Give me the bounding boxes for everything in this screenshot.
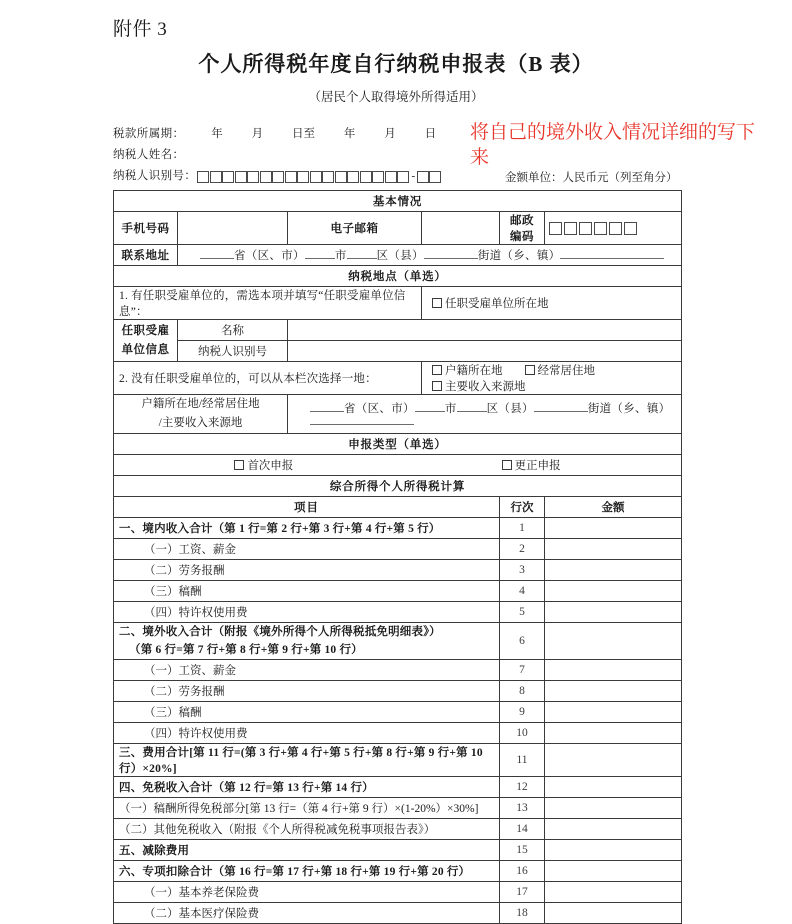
row-address — [114, 245, 682, 266]
row-amount-value[interactable] — [545, 681, 682, 702]
location-option1-note: 1. 有任职受雇单位的，需选本项并填写“任职受雇单位信息”： — [114, 287, 422, 320]
addr-city-label: 市 — [334, 250, 347, 262]
phone-label: 手机号码 — [114, 212, 178, 245]
row-item-label: （四）特许权使用费 — [114, 602, 500, 623]
employer-info-label-line1: 任职受雇 — [121, 324, 170, 337]
address-input-line[interactable] — [178, 245, 682, 266]
id-dash: - — [411, 170, 416, 182]
id-box[interactable] — [360, 171, 372, 183]
row-item-label: （一）稿酬所得免税部分[第 13 行=（第 4 行+第 9 行）×(1-20%）×30%] — [114, 798, 500, 819]
id-box[interactable] — [429, 171, 441, 183]
res-street-label: 街道（乡、镇） — [587, 403, 671, 415]
band-basic-info — [114, 191, 682, 212]
employer-id-label: 纳税人识别号 — [178, 341, 288, 362]
checkbox-location-option2-label: 经常居住地 — [537, 365, 595, 377]
id-box[interactable] — [372, 171, 384, 183]
row-line-number: 2 — [500, 539, 545, 560]
row-item-label-line1: 二、境外收入合计（附报《境外所得个人所得税抵免明细表》） — [119, 626, 441, 638]
postal-box[interactable] — [609, 222, 622, 235]
residence-address-line[interactable] — [288, 395, 682, 434]
table-row — [114, 819, 682, 840]
tax-period-label: 税款所属期： — [113, 128, 185, 140]
row-item-label-line2: （第 6 行=第 7 行+第 8 行+第 9 行+第 10 行） — [129, 644, 363, 656]
table-row — [114, 882, 682, 903]
row-amount-value[interactable] — [545, 903, 682, 924]
row-item-label: 五、减除费用 — [114, 840, 500, 861]
table-row — [114, 723, 682, 744]
row-item-label: 三、费用合计[第 11 行=(第 3 行+第 4 行+第 5 行+第 8 行+第 9 行+第 10 行）×20%] — [114, 744, 500, 777]
band-tax-location — [114, 266, 682, 287]
id-box[interactable] — [417, 171, 429, 183]
postal-box[interactable] — [564, 222, 577, 235]
taxpayer-name-label: 纳税人姓名： — [113, 149, 185, 161]
id-box[interactable] — [322, 171, 334, 183]
res-city-label: 市 — [444, 403, 457, 415]
row-line-number: 3 — [500, 560, 545, 581]
row-line-number: 4 — [500, 581, 545, 602]
email-label: 电子邮箱 — [288, 212, 422, 245]
row-amount-value[interactable] — [545, 819, 682, 840]
id-box[interactable] — [247, 171, 259, 183]
id-box[interactable] — [222, 171, 234, 183]
declaration-choices[interactable] — [114, 455, 682, 476]
employer-info-label-line2: 单位信息 — [121, 343, 170, 356]
header-amount: 金额 — [545, 497, 682, 518]
table-row — [114, 660, 682, 681]
declaration-first-option[interactable] — [130, 457, 397, 473]
row-location-option1 — [114, 287, 682, 320]
row-amount-value[interactable] — [545, 840, 682, 861]
row-residence — [114, 395, 682, 434]
id-box[interactable] — [335, 171, 347, 183]
table-row — [114, 798, 682, 819]
table-row — [114, 623, 682, 660]
band-tax-location-label: 纳税地点（单选） — [114, 266, 682, 287]
period-year-start: 年 — [211, 128, 223, 140]
id-box[interactable] — [260, 171, 272, 183]
row-line-number: 7 — [500, 660, 545, 681]
res-district-label: 区（县） — [486, 403, 534, 415]
row-amount-value[interactable] — [545, 861, 682, 882]
table-row — [114, 903, 682, 924]
residence-label-line1: 户籍所在地/经常居住地 — [141, 398, 260, 410]
row-employer-id — [114, 341, 682, 362]
table-row — [114, 518, 682, 539]
postal-label: 邮政编码 — [500, 212, 545, 245]
table-row — [114, 840, 682, 861]
row-amount-value[interactable] — [545, 777, 682, 798]
employer-info-label — [114, 320, 178, 362]
row-contact — [114, 212, 682, 245]
row-amount-value[interactable] — [545, 798, 682, 819]
period-day-start: 日至 — [292, 128, 316, 140]
band-declaration-type — [114, 434, 682, 455]
row-item-label: （三）稿酬 — [114, 702, 500, 723]
row-line-number: 13 — [500, 798, 545, 819]
period-year-end: 年 — [343, 128, 356, 140]
table-row — [114, 681, 682, 702]
row-line-number: 11 — [500, 744, 545, 777]
page-subtitle: （居民个人取得境外所得适用） — [308, 90, 484, 104]
table-row — [114, 702, 682, 723]
id-box[interactable] — [210, 171, 222, 183]
row-item-label: （三）稿酬 — [114, 581, 500, 602]
row-line-number: 14 — [500, 819, 545, 840]
addr-province-label: 省（区、市） — [234, 250, 305, 262]
row-amount-value[interactable] — [545, 560, 682, 581]
tax-form-table — [113, 190, 682, 924]
id-box[interactable] — [272, 171, 284, 183]
row-line-number: 15 — [500, 840, 545, 861]
calc-table-header — [114, 497, 682, 518]
band-declaration-type-label: 申报类型（单选） — [114, 434, 682, 455]
row-amount-value[interactable] — [545, 518, 682, 539]
id-box[interactable] — [297, 171, 309, 183]
checkbox-location-option2[interactable] — [432, 381, 442, 391]
header-item: 项目 — [114, 497, 500, 518]
employer-name-value[interactable] — [288, 320, 682, 341]
row-line-number: 8 — [500, 681, 545, 702]
declaration-amended-option[interactable] — [398, 457, 665, 473]
amount-unit-note: 金额单位：人民币元（列至角分） — [505, 172, 678, 184]
id-box[interactable] — [310, 171, 322, 183]
row-item-label: （二）基本医疗保险费 — [114, 903, 500, 924]
phone-value[interactable] — [178, 212, 288, 245]
table-row — [114, 560, 682, 581]
row-item-label — [114, 623, 500, 660]
table-row — [114, 861, 682, 882]
checkbox-location-option2[interactable] — [525, 365, 535, 375]
id-box[interactable] — [347, 171, 359, 183]
email-value[interactable] — [422, 212, 500, 245]
checkbox-location-option2[interactable] — [432, 365, 442, 375]
table-row — [114, 602, 682, 623]
postal-box[interactable] — [624, 222, 637, 235]
band-basic-info-label: 基本情况 — [114, 191, 682, 212]
red-annotation: 将自己的境外收入情况详细的写下来 — [470, 121, 756, 168]
postal-box[interactable] — [549, 222, 562, 235]
location-option2-item[interactable] — [525, 362, 596, 378]
row-amount-value[interactable] — [545, 581, 682, 602]
row-item-label: 六、专项扣除合计（第 16 行=第 17 行+第 18 行+第 19 行+第 20 行） — [114, 861, 500, 882]
row-line-number: 12 — [500, 777, 545, 798]
checkbox-location-option2-label: 户籍所在地 — [445, 365, 503, 377]
period-month-end: 月 — [384, 128, 396, 140]
row-line-number: 1 — [500, 518, 545, 539]
row-item-label: 四、免税收入合计（第 12 行=第 13 行+第 14 行） — [114, 777, 500, 798]
address-label: 联系地址 — [114, 245, 178, 266]
location-option2-note: 2. 没有任职受雇单位的，可以从本栏次选择一地： — [114, 362, 422, 395]
period-month-start: 月 — [251, 128, 264, 140]
checkbox-first-declaration[interactable] — [234, 460, 244, 470]
addr-street-label: 街道（乡、镇） — [477, 250, 561, 262]
row-amount-value[interactable] — [545, 660, 682, 681]
row-amount-value[interactable] — [545, 602, 682, 623]
addr-district-label: 区（县） — [376, 250, 424, 262]
row-amount-value[interactable] — [545, 623, 682, 660]
location-option2-item[interactable] — [432, 378, 526, 394]
checkbox-amended-declaration[interactable] — [502, 460, 512, 470]
checkbox-location-option2-label: 主要收入来源地 — [445, 381, 526, 393]
row-amount-value[interactable] — [545, 723, 682, 744]
row-declaration-choices — [114, 455, 682, 476]
row-amount-value[interactable] — [545, 539, 682, 560]
table-row — [114, 539, 682, 560]
id-box[interactable] — [235, 171, 247, 183]
taxpayer-id-label: 纳税人识别号： — [113, 170, 197, 183]
checkbox-amended-declaration-label: 更正申报 — [514, 460, 561, 472]
row-amount-value[interactable] — [545, 702, 682, 723]
row-amount-value[interactable] — [545, 882, 682, 903]
id-box[interactable] — [285, 171, 297, 183]
residence-label-line2: /主要收入来源地 — [158, 417, 243, 429]
checkbox-employer-location[interactable] — [432, 298, 442, 308]
attachment-label: 附件 3 — [113, 19, 168, 40]
page-title: 个人所得税年度自行纳税申报表（B 表） — [198, 52, 594, 76]
id-box[interactable] — [397, 171, 409, 183]
band-calc-section-label: 综合所得个人所得税计算 — [114, 476, 682, 497]
row-item-label: （二）其他免税收入（附报《个人所得税减免税事项报告表》） — [114, 819, 500, 840]
row-item-label: 一、境内收入合计（第 1 行=第 2 行+第 3 行+第 4 行+第 5 行） — [114, 518, 500, 539]
band-calc-section — [114, 476, 682, 497]
row-location-option2 — [114, 362, 682, 395]
row-item-label: （二）劳务报酬 — [114, 681, 500, 702]
row-item-label: （一）工资、薪金 — [114, 539, 500, 560]
postal-box[interactable] — [579, 222, 592, 235]
taxpayer-id-boxes[interactable] — [197, 166, 442, 187]
checkbox-first-declaration-label: 首次申报 — [247, 460, 294, 472]
employer-id-value[interactable] — [288, 341, 682, 362]
row-employer-name — [114, 320, 682, 341]
row-item-label: （四）特许权使用费 — [114, 723, 500, 744]
row-item-label: （二）劳务报酬 — [114, 560, 500, 581]
row-line-number: 10 — [500, 723, 545, 744]
row-line-number: 16 — [500, 861, 545, 882]
table-row — [114, 744, 682, 777]
residence-label — [114, 395, 288, 434]
id-box[interactable] — [197, 171, 209, 183]
employer-name-label: 名称 — [178, 320, 288, 341]
row-item-label: （一）基本养老保险费 — [114, 882, 500, 903]
postal-code-boxes[interactable] — [545, 212, 682, 245]
res-province-label: 省（区、市） — [344, 403, 415, 415]
checkbox-employer-location-label: 任职受雇单位所在地 — [445, 298, 549, 310]
row-line-number: 5 — [500, 602, 545, 623]
table-row — [114, 581, 682, 602]
table-row — [114, 777, 682, 798]
postal-box[interactable] — [594, 222, 607, 235]
row-line-number: 9 — [500, 702, 545, 723]
period-day-end: 日 — [424, 128, 437, 140]
row-line-number: 18 — [500, 903, 545, 924]
location-option2-choices[interactable] — [422, 362, 682, 395]
row-amount-value[interactable] — [545, 744, 682, 777]
id-box[interactable] — [385, 171, 397, 183]
location-option1-choice[interactable] — [422, 287, 682, 320]
row-line-number: 17 — [500, 882, 545, 903]
row-item-label: （一）工资、薪金 — [114, 660, 500, 681]
row-line-number: 6 — [500, 623, 545, 660]
location-option2-item[interactable] — [432, 362, 503, 378]
header-line-no: 行次 — [500, 497, 545, 518]
